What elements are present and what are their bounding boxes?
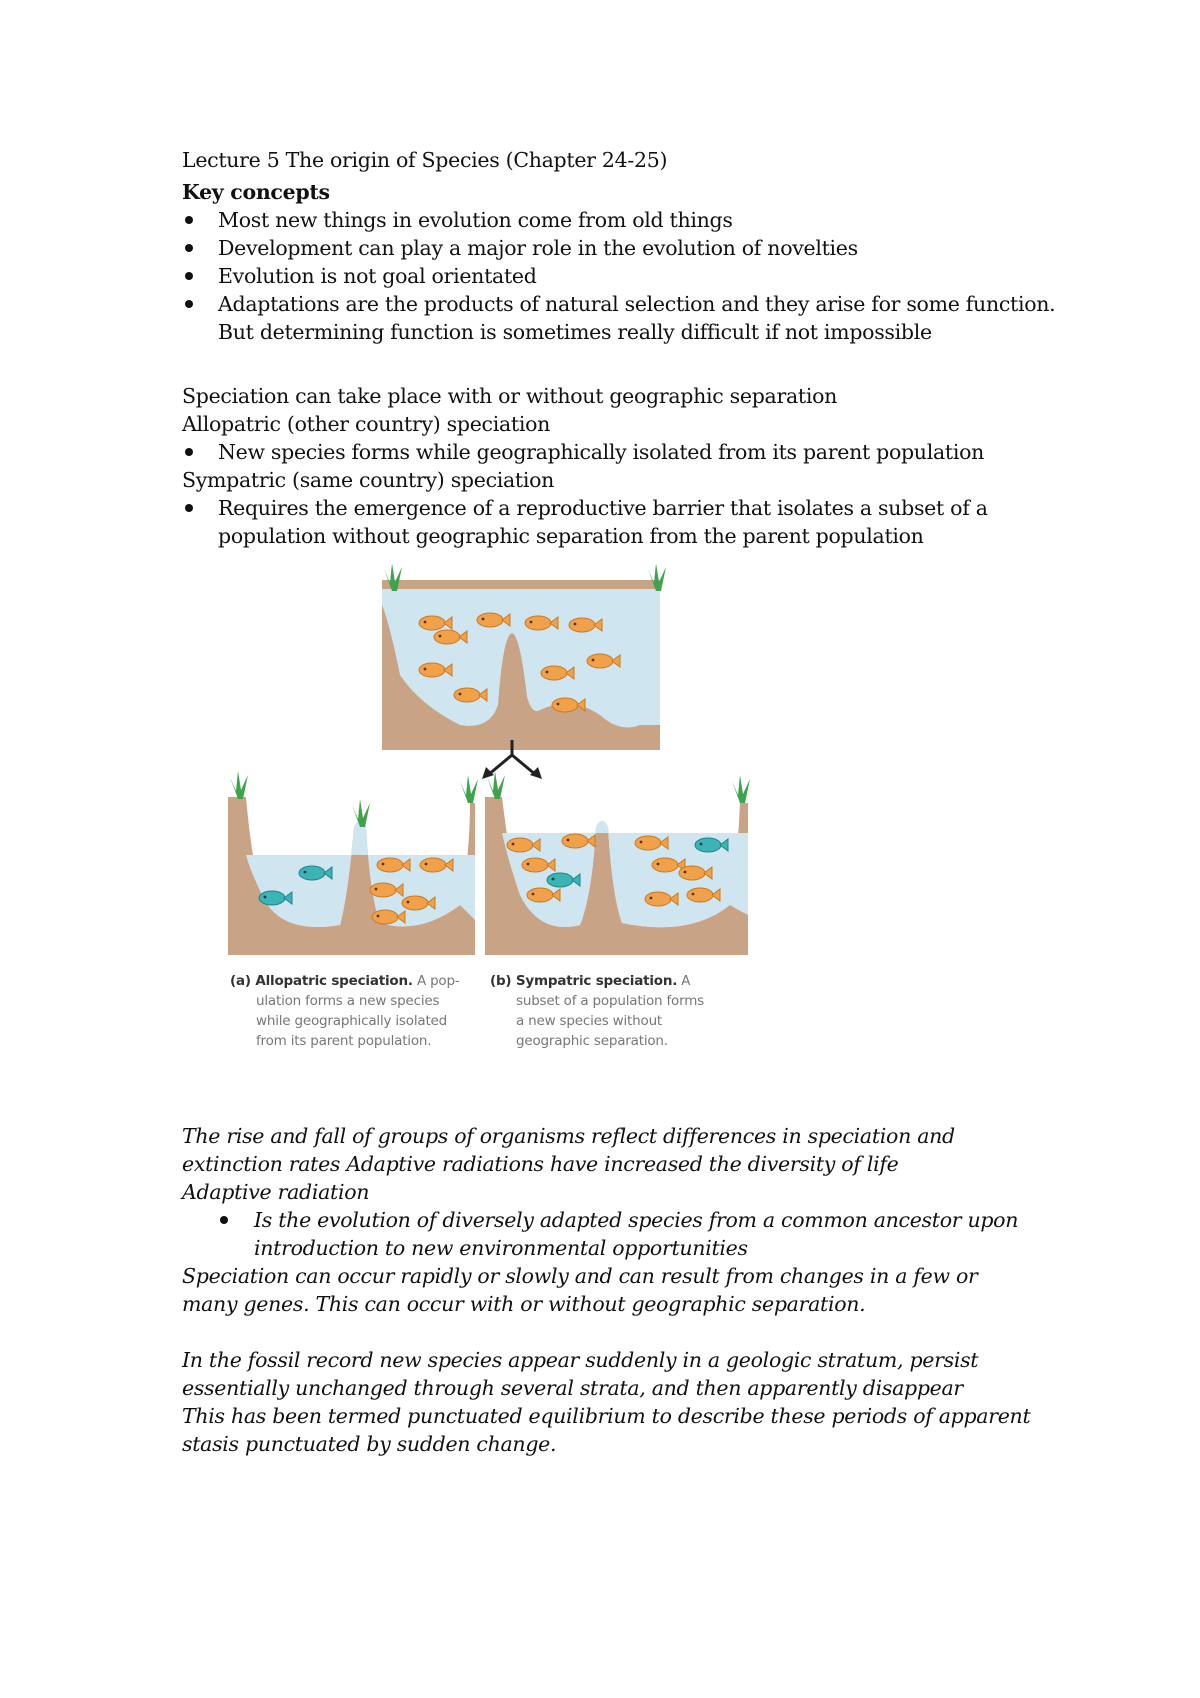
list-item-text: Evolution is not goal orientated [218, 264, 537, 288]
paragraph-line: essentially unchanged through several strata, and then apparently disappear [182, 1376, 963, 1400]
caption-a-line: ulation forms a new species [256, 993, 440, 1009]
list-item-text: Development can play a major role in the evolution of novelties [218, 236, 858, 260]
list-item [182, 1206, 1062, 1234]
allopatric-pond [228, 771, 478, 955]
parent-population-pond [382, 565, 666, 750]
bullet-icon [185, 272, 193, 280]
list-item-text: Is the evolution of diversely adapted species from a common ancestor upon [254, 1208, 1019, 1232]
list-item [182, 290, 1062, 318]
speciation-intro: Speciation can take place with or without geographic separation [182, 384, 838, 408]
blank-line [182, 1318, 1062, 1346]
sympatric-heading: Sympatric (same country) speciation [182, 468, 555, 492]
bullet-icon [185, 504, 193, 512]
top-text-block [182, 146, 1062, 346]
list-item [182, 494, 1062, 522]
bullet-icon [185, 448, 193, 456]
caption-a-line: A pop- [416, 973, 460, 989]
bullet-icon [220, 1216, 228, 1224]
caption-allopatric [230, 971, 460, 1051]
caption-b-line: subset of a population forms [516, 993, 704, 1009]
bullet-icon [185, 300, 193, 308]
caption-b-line: a new species without [516, 1013, 663, 1029]
bullet-icon [185, 216, 193, 224]
key-concepts-heading: Key concepts [182, 180, 330, 204]
caption-a-line: while geographically isolated [256, 1013, 448, 1029]
caption-b-line: geographic separation. [516, 1033, 668, 1049]
list-item-text: Requires the emergence of a reproductive barrier that isolates a subset of a [218, 496, 988, 520]
adaptive-radiation-heading: Adaptive radiation [182, 1180, 370, 1204]
paragraph-line: In the fossil record new species appear suddenly in a geologic stratum, persist [182, 1348, 979, 1372]
paragraph-line: many genes. This can occur with or without geographic separation. [182, 1292, 866, 1316]
speciation-figure [220, 565, 820, 1065]
page-title: Lecture 5 The origin of Species (Chapter 24-25) [182, 148, 668, 172]
caption-b-line: A [681, 973, 691, 989]
list-item-text: Most new things in evolution come from old things [218, 208, 733, 232]
sympatric-pond [485, 771, 750, 955]
list-item-continuation: introduction to new environmental opportunities [254, 1236, 748, 1260]
list-item [182, 234, 1062, 262]
speciation-block [182, 382, 1062, 550]
paragraph-line: Speciation can occur rapidly or slowly and can result from changes in a few or [182, 1264, 978, 1288]
caption-a-title: (a) Allopatric speciation. [230, 973, 413, 989]
adaptive-radiation-block [182, 1122, 1062, 1458]
list-item [182, 438, 1062, 466]
list-item-continuation: population without geographic separation from the parent population [218, 524, 924, 548]
list-item-continuation: But determining function is sometimes really difficult if not impossible [218, 320, 932, 344]
allopatric-heading: Allopatric (other country) speciation [182, 412, 551, 436]
paragraph-line: This has been termed punctuated equilibrium to describe these periods of apparent [182, 1404, 1031, 1428]
list-item [182, 262, 1062, 290]
caption-sympatric [490, 971, 704, 1051]
caption-b-title: (b) Sympatric speciation. [490, 973, 678, 989]
paragraph-line: The rise and fall of groups of organisms reflect differences in speciation and [182, 1124, 955, 1148]
bullet-icon [185, 244, 193, 252]
list-item [182, 206, 1062, 234]
list-item-text: New species forms while geographically isolated from its parent population [218, 440, 985, 464]
paragraph-line: stasis punctuated by sudden change. [182, 1432, 557, 1456]
list-item-text: Adaptations are the products of natural selection and they arise for some function. [218, 292, 1056, 316]
paragraph-line: extinction rates Adaptive radiations have increased the diversity of life [182, 1152, 899, 1176]
caption-a-line: from its parent population. [256, 1033, 432, 1049]
